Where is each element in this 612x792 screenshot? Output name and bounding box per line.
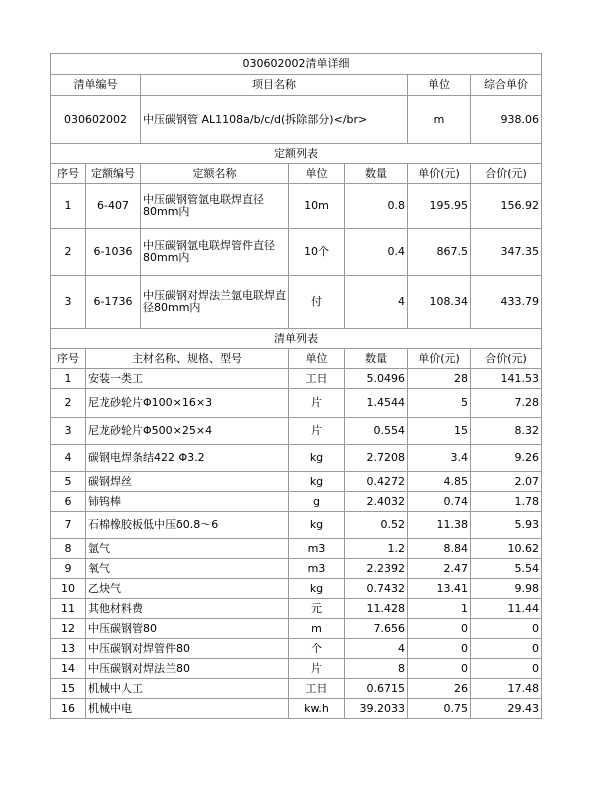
material-row: [51, 369, 542, 389]
material-total: 1.78: [471, 492, 542, 512]
quota-qty: 0.4: [345, 229, 408, 276]
item-name-header: 项目名称: [141, 75, 408, 96]
material-unit: kg: [289, 512, 345, 539]
material-no: 11: [51, 599, 86, 619]
quota-total: 156.92: [471, 184, 542, 229]
material-row: [51, 659, 542, 679]
material-unit: 片: [289, 418, 345, 445]
quota-unit: 付: [289, 276, 345, 329]
material-qty: 0.6715: [345, 679, 408, 699]
material-total: 8.32: [471, 418, 542, 445]
material-price: 2.47: [408, 559, 471, 579]
quota-row: [51, 229, 542, 276]
quota-qty: 0.8: [345, 184, 408, 229]
material-price: 5: [408, 389, 471, 418]
material-row: [51, 619, 542, 639]
quota-col-unit: 单位: [289, 164, 345, 184]
material-row: [51, 389, 542, 418]
quota-name: 中压碳钢氩电联焊管件直径80mm内: [141, 229, 289, 276]
materials-col-total: 合价(元): [471, 349, 542, 369]
material-name: 氧气: [86, 559, 289, 579]
material-no: 8: [51, 539, 86, 559]
material-name: 机械中电: [86, 699, 289, 719]
quota-col-code: 定额编号: [86, 164, 141, 184]
material-total: 0: [471, 659, 542, 679]
material-unit: m3: [289, 559, 345, 579]
material-qty: 4: [345, 639, 408, 659]
material-row: [51, 679, 542, 699]
material-no: 4: [51, 445, 86, 472]
material-no: 5: [51, 472, 86, 492]
quota-code: 6-1036: [86, 229, 141, 276]
material-no: 3: [51, 418, 86, 445]
material-no: 15: [51, 679, 86, 699]
material-qty: 2.4032: [345, 492, 408, 512]
material-total: 11.44: [471, 599, 542, 619]
bill-code-header: 清单编号: [51, 75, 141, 96]
materials-col-price: 单价(元): [408, 349, 471, 369]
quota-section-title: 定额列表: [51, 144, 542, 164]
quota-col-qty: 数量: [345, 164, 408, 184]
material-qty: 5.0496: [345, 369, 408, 389]
material-row: [51, 492, 542, 512]
material-total: 7.28: [471, 389, 542, 418]
quota-qty: 4: [345, 276, 408, 329]
material-total: 10.62: [471, 539, 542, 559]
material-total: 2.07: [471, 472, 542, 492]
material-total: 17.48: [471, 679, 542, 699]
material-price: 28: [408, 369, 471, 389]
material-no: 16: [51, 699, 86, 719]
material-name: 其他材料费: [86, 599, 289, 619]
material-row: [51, 445, 542, 472]
material-unit: 工日: [289, 679, 345, 699]
material-price: 0: [408, 659, 471, 679]
material-name: 安装一类工: [86, 369, 289, 389]
quota-price: 108.34: [408, 276, 471, 329]
material-total: 0: [471, 619, 542, 639]
material-price: 0: [408, 619, 471, 639]
material-qty: 0.52: [345, 512, 408, 539]
material-name: 碳钢电焊条结422 Φ3.2: [86, 445, 289, 472]
material-unit: 片: [289, 659, 345, 679]
quota-name: 中压碳钢对焊法兰氩电联焊直径80mm内: [141, 276, 289, 329]
material-price: 0.74: [408, 492, 471, 512]
material-price: 1: [408, 599, 471, 619]
material-price: 3.4: [408, 445, 471, 472]
material-unit: 元: [289, 599, 345, 619]
material-row: [51, 512, 542, 539]
material-total: 5.93: [471, 512, 542, 539]
material-row: [51, 539, 542, 559]
quota-unit: 10m: [289, 184, 345, 229]
materials-header-row: [51, 349, 542, 369]
materials-col-name: 主材名称、规格、型号: [86, 349, 289, 369]
materials-section-title: 清单列表: [51, 329, 542, 349]
material-unit: 片: [289, 389, 345, 418]
item-unit: m: [408, 96, 471, 144]
material-qty: 7.656: [345, 619, 408, 639]
material-no: 7: [51, 512, 86, 539]
material-unit: m: [289, 619, 345, 639]
materials-col-qty: 数量: [345, 349, 408, 369]
quota-code: 6-1736: [86, 276, 141, 329]
material-name: 碳钢焊丝: [86, 472, 289, 492]
quota-col-price: 单价(元): [408, 164, 471, 184]
material-price: 15: [408, 418, 471, 445]
quota-code: 6-407: [86, 184, 141, 229]
material-total: 9.98: [471, 579, 542, 599]
material-name: 铈钨棒: [86, 492, 289, 512]
material-qty: 2.7208: [345, 445, 408, 472]
quota-col-no: 序号: [51, 164, 86, 184]
material-name: 乙炔气: [86, 579, 289, 599]
quota-total: 347.35: [471, 229, 542, 276]
table-title: 030602002清单详细: [51, 54, 542, 75]
quota-total: 433.79: [471, 276, 542, 329]
material-qty: 0.554: [345, 418, 408, 445]
quota-no: 2: [51, 229, 86, 276]
material-name: 石棉橡胶板低中压δ0.8～6: [86, 512, 289, 539]
material-unit: kg: [289, 579, 345, 599]
quota-row: [51, 276, 542, 329]
item-unit-price: 938.06: [471, 96, 542, 144]
quota-price: 867.5: [408, 229, 471, 276]
material-qty: 1.4544: [345, 389, 408, 418]
material-qty: 0.4272: [345, 472, 408, 492]
material-unit: m3: [289, 539, 345, 559]
material-name: 中压碳钢对焊管件80: [86, 639, 289, 659]
material-name: 尼龙砂轮片Φ500×25×4: [86, 418, 289, 445]
material-unit: g: [289, 492, 345, 512]
material-unit: 个: [289, 639, 345, 659]
material-unit: 工日: [289, 369, 345, 389]
material-unit: kg: [289, 472, 345, 492]
quota-unit: 10个: [289, 229, 345, 276]
material-price: 0.75: [408, 699, 471, 719]
material-qty: 0.7432: [345, 579, 408, 599]
materials-col-no: 序号: [51, 349, 86, 369]
material-qty: 2.2392: [345, 559, 408, 579]
material-name: 氩气: [86, 539, 289, 559]
material-price: 26: [408, 679, 471, 699]
material-row: [51, 472, 542, 492]
material-no: 6: [51, 492, 86, 512]
material-name: 中压碳钢管80: [86, 619, 289, 639]
material-no: 14: [51, 659, 86, 679]
item-name: 中压碳钢管 AL1108a/b/c/d(拆除部分)</br>: [141, 96, 408, 144]
material-row: [51, 559, 542, 579]
quota-col-name: 定额名称: [141, 164, 289, 184]
material-total: 0: [471, 639, 542, 659]
material-row: [51, 699, 542, 719]
material-name: 机械中人工: [86, 679, 289, 699]
quota-price: 195.95: [408, 184, 471, 229]
quota-header-row: [51, 164, 542, 184]
material-no: 12: [51, 619, 86, 639]
material-no: 10: [51, 579, 86, 599]
material-total: 29.43: [471, 699, 542, 719]
quota-no: 3: [51, 276, 86, 329]
material-price: 13.41: [408, 579, 471, 599]
material-no: 1: [51, 369, 86, 389]
bill-code: 030602002: [51, 96, 141, 144]
bill-detail-table: [50, 53, 542, 719]
materials-col-unit: 单位: [289, 349, 345, 369]
material-no: 13: [51, 639, 86, 659]
material-total: 9.26: [471, 445, 542, 472]
material-row: [51, 579, 542, 599]
material-row: [51, 418, 542, 445]
material-price: 8.84: [408, 539, 471, 559]
material-qty: 39.2033: [345, 699, 408, 719]
material-row: [51, 599, 542, 619]
quota-row: [51, 184, 542, 229]
material-qty: 11.428: [345, 599, 408, 619]
material-price: 11.38: [408, 512, 471, 539]
material-qty: 1.2: [345, 539, 408, 559]
quota-col-total: 合价(元): [471, 164, 542, 184]
material-unit: kw.h: [289, 699, 345, 719]
material-qty: 8: [345, 659, 408, 679]
material-name: 中压碳钢对焊法兰80: [86, 659, 289, 679]
material-unit: kg: [289, 445, 345, 472]
material-total: 5.54: [471, 559, 542, 579]
unit-header: 单位: [408, 75, 471, 96]
material-price: 0: [408, 639, 471, 659]
unit-price-header: 综合单价: [471, 75, 542, 96]
material-row: [51, 639, 542, 659]
material-name: 尼龙砂轮片Φ100×16×3: [86, 389, 289, 418]
quota-no: 1: [51, 184, 86, 229]
quota-name: 中压碳钢管氩电联焊直径80mm内: [141, 184, 289, 229]
material-price: 4.85: [408, 472, 471, 492]
material-no: 9: [51, 559, 86, 579]
material-no: 2: [51, 389, 86, 418]
material-total: 141.53: [471, 369, 542, 389]
